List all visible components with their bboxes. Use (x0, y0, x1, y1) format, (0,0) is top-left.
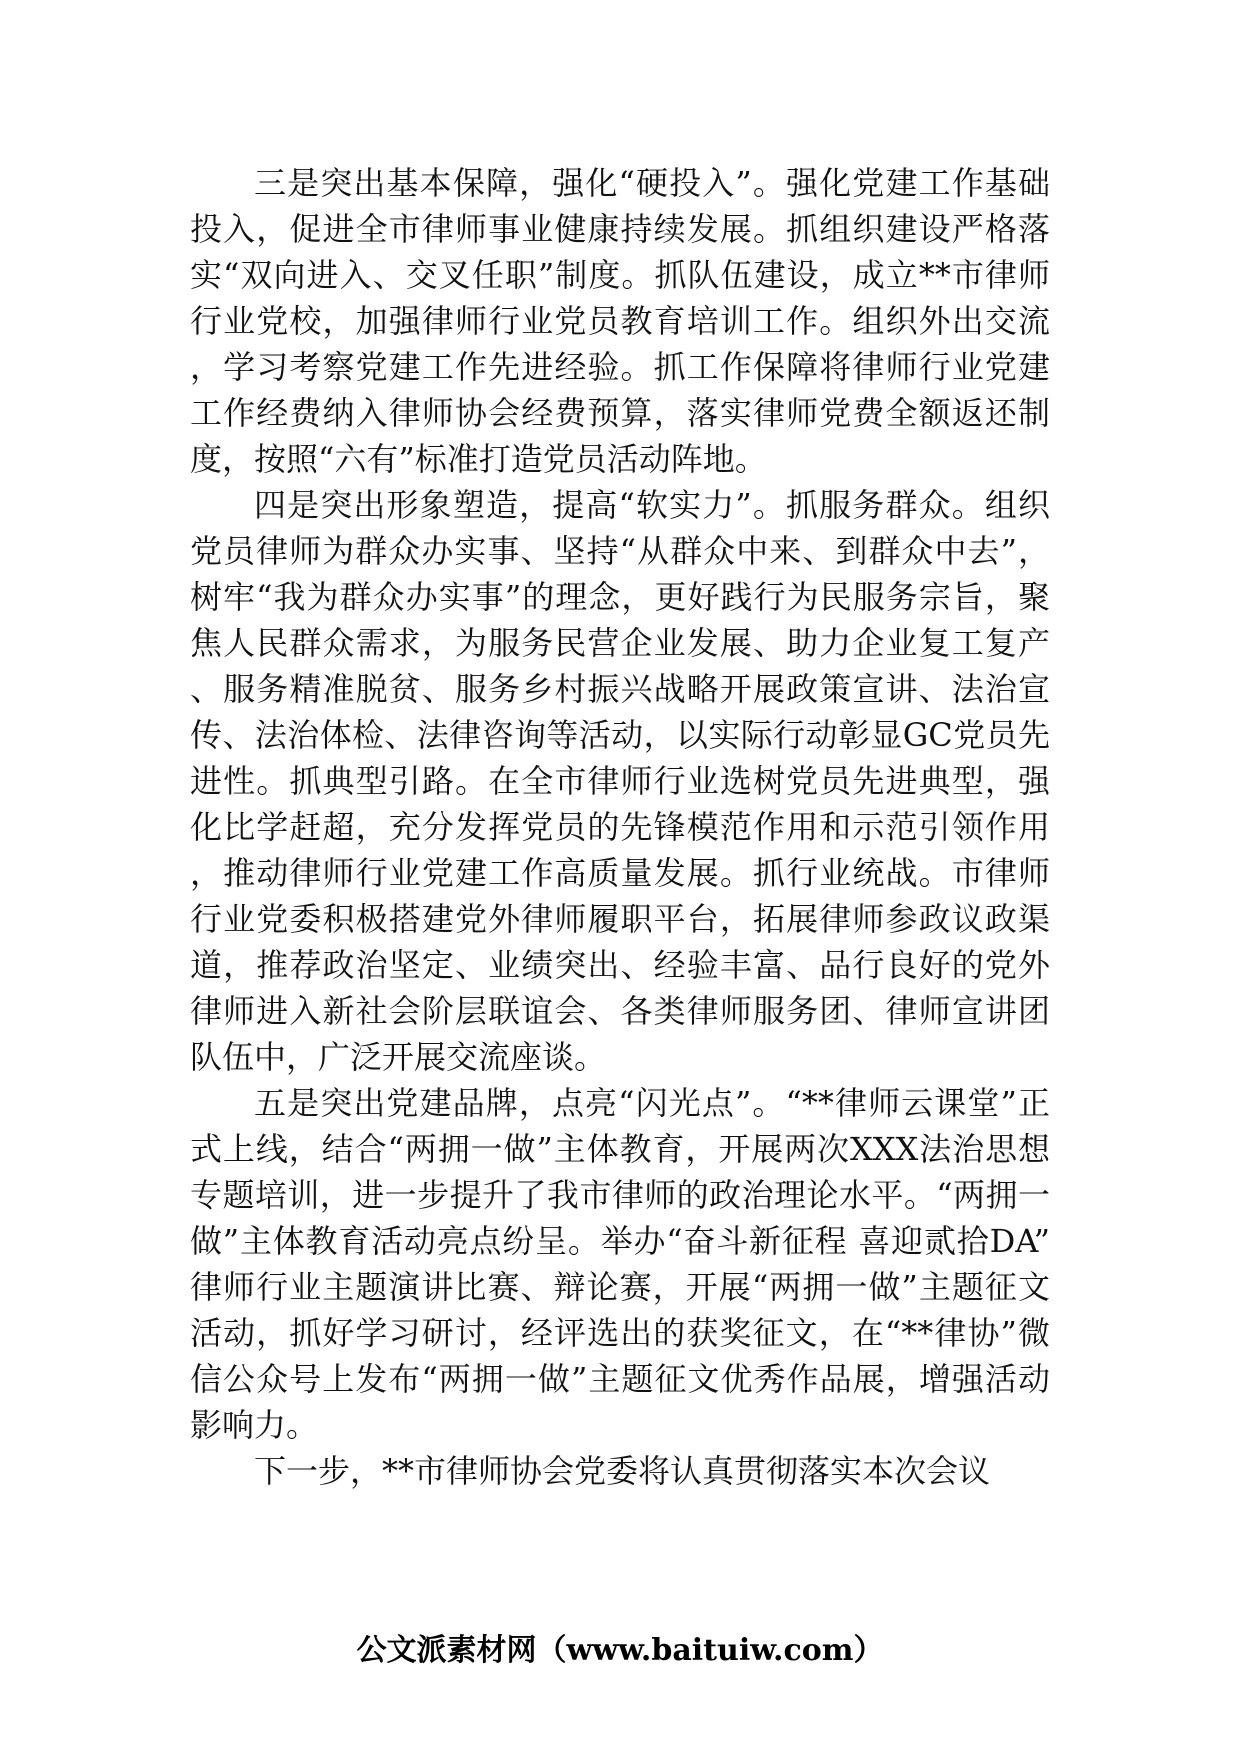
footer-watermark: 公文派素材网（www.baituiw.com） (356, 1633, 884, 1668)
paragraph-next-step: 下一步，**市律师协会党委将认真贯彻落实本次会议 (254, 1452, 991, 1490)
paragraph-image-building: 四是突出形象塑造，提高“软实力”。抓服务群众。组织党员律师为群众办实事、坚持“从群众中来、到群众中去”，树牢“我为群众办实事”的理念，更好践行为民服务宗旨，聚焦人民群众需求，为服务民营企业发展、助力企业复工复产、服务精准脱贫、服务乡村振兴战略开展政策宣讲、法治宣传、法治体检、法律咨询等活动，以实际行动彰显GC党员先进性。抓典型引路。在全市律师行业选树党员先进典型，强化比学赶超，充分发挥党员的先锋模范作用和示范引领作用，推动律师行业党建工作高质量发展。抓行业统战。市律师行业党委积极搭建党外律师履职平台，拓展律师参政议政渠道，推荐政治坚定、业绩突出、经验丰富、品行良好的党外律师进入新社会阶层联谊会、各类律师服务团、律师宣讲团队伍中，广泛开展交流座谈。 (190, 486, 1050, 1076)
paragraph-party-brand: 五是突出党建品牌，点亮“闪光点”。“**律师云课堂”正式上线，结合“两拥一做”主体教育，开展两次XXX法治思想专题培训，进一步提升了我市律师的政治理论水平。“两拥一做”主体教育活动亮点纷呈。举办“奋斗新征程 喜迎贰拾DA”律师行业主题演讲比赛、辩论赛，开展“两拥一做”主题征文活动，抓好学习研讨，经评选出的获奖征文，在“**律协”微信公众号上发布“两拥一做”主题征文优秀作品展，增强活动影响力。 (190, 1084, 1050, 1444)
document-body (190, 160, 1050, 1494)
paragraph-basic-guarantee: 三是突出基本保障，强化“硬投入”。强化党建工作基础投入，促进全市律师事业健康持续发展。抓组织建设严格落实“双向进入、交叉任职”制度。抓队伍建设，成立**市律师行业党校，加强律师行业党员教育培训工作。组织外出交流，学习考察党建工作先进经验。抓工作保障将律师行业党建工作经费纳入律师协会经费预算，落实律师党费全额返还制度，按照“六有”标准打造党员活动阵地。 (190, 164, 1050, 478)
